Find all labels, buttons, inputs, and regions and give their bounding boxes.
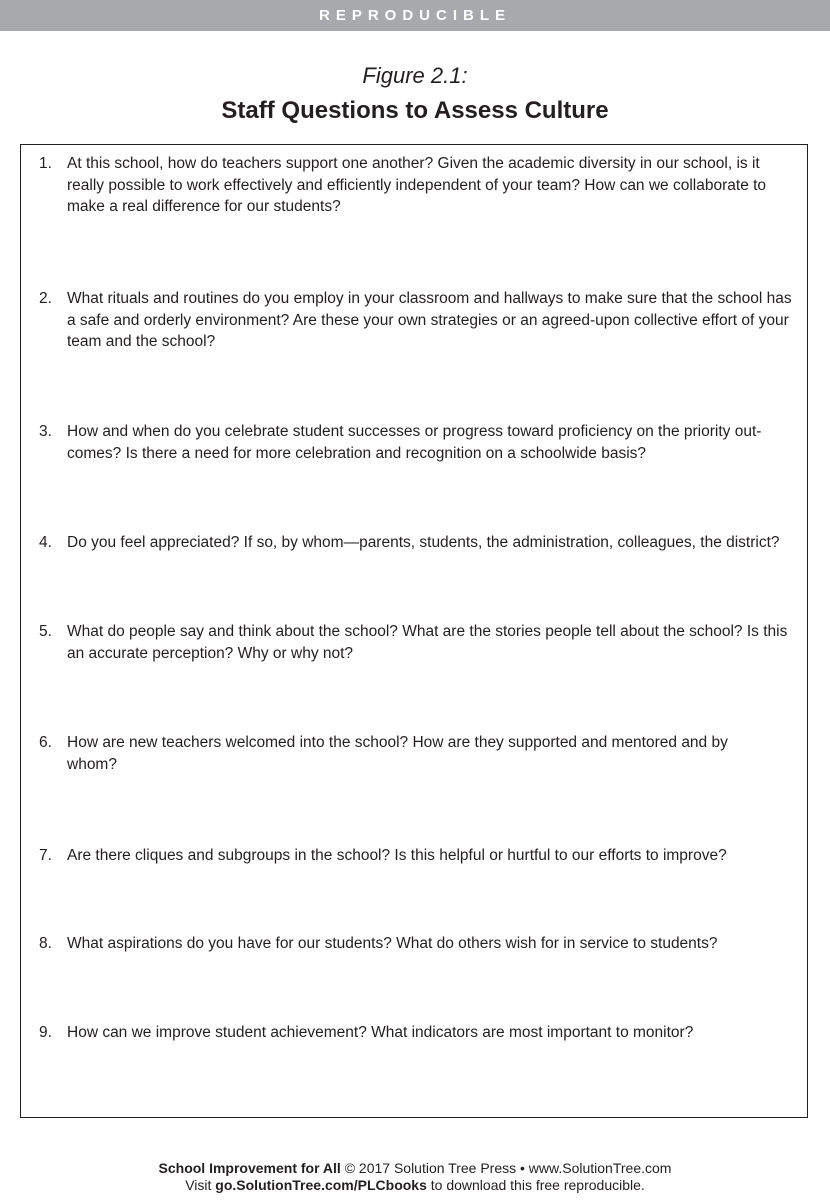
- figure-label: Figure 2.1:: [362, 63, 468, 88]
- question-text: What rituals and routines do you employ in your classroom and hallways to make sure that the school has a safe and orderly environment? Are these your own strategies or an agreed-upon collective effort of your team and the school?: [67, 290, 792, 350]
- question-item: [39, 532, 801, 554]
- download-text: to download this free reproducible.: [430, 1177, 645, 1193]
- page-title: Staff Questions to Assess Culture: [221, 97, 609, 124]
- question-item: [39, 153, 801, 218]
- page-footer: [0, 1160, 830, 1194]
- visit-text: Visit: [185, 1177, 212, 1193]
- question-text: Are there cliques and subgroups in the school? Is this helpful or hurtful to our efforts to improve?: [67, 847, 727, 864]
- question-number: 7.: [39, 847, 52, 864]
- banner-label: REPRODUCIBLE: [318, 7, 511, 24]
- question-number: 4.: [39, 534, 52, 551]
- book-title: School Improvement for All: [158, 1160, 341, 1176]
- question-text: At this school, how do teachers support one another? Given the academic diversity in our school, is it really possible to work effectively and efficiently independent of your team? How can we collaborate to make a real difference for our students?: [67, 155, 767, 215]
- reproducible-banner: [0, 0, 830, 31]
- question-number: 9.: [39, 1024, 52, 1041]
- questions-box: [20, 144, 808, 1118]
- question-item: [39, 288, 801, 353]
- question-text: How and when do you celebrate student successes or progress toward proficiency on the priority out-comes? Is there a need for more celebration and recognition on a schoolwide basis?: [67, 423, 762, 462]
- question-text: How can we improve student achievement? What indicators are most important to monitor?: [67, 1024, 694, 1041]
- question-number: 1.: [39, 155, 52, 172]
- question-item: [39, 421, 801, 464]
- question-text: Do you feel appreciated? If so, by whom—parents, students, the administration, colleagues, the district?: [67, 534, 780, 551]
- question-number: 3.: [39, 423, 52, 440]
- question-item: [39, 732, 801, 775]
- question-number: 8.: [39, 935, 52, 952]
- question-item: [39, 621, 801, 664]
- footer-line-2: [0, 1177, 830, 1194]
- question-text: What aspirations do you have for our students? What do others wish for in service to students?: [67, 935, 718, 952]
- question-number: 2.: [39, 290, 52, 307]
- copyright-text: © 2017 Solution Tree Press • www.SolutionTree.com: [344, 1160, 672, 1176]
- footer-line-1: [0, 1160, 830, 1177]
- question-item: [39, 933, 801, 955]
- question-text: How are new teachers welcomed into the school? How are they supported and mentored and by whom?: [67, 734, 728, 773]
- question-text: What do people say and think about the school? What are the stories people tell about the school? Is this an accurate perception? Why or why not?: [67, 623, 788, 662]
- question-item: [39, 1022, 801, 1044]
- question-number: 5.: [39, 623, 52, 640]
- question-number: 6.: [39, 734, 52, 751]
- download-url: go.SolutionTree.com/PLCbooks: [215, 1177, 427, 1193]
- question-item: [39, 845, 801, 867]
